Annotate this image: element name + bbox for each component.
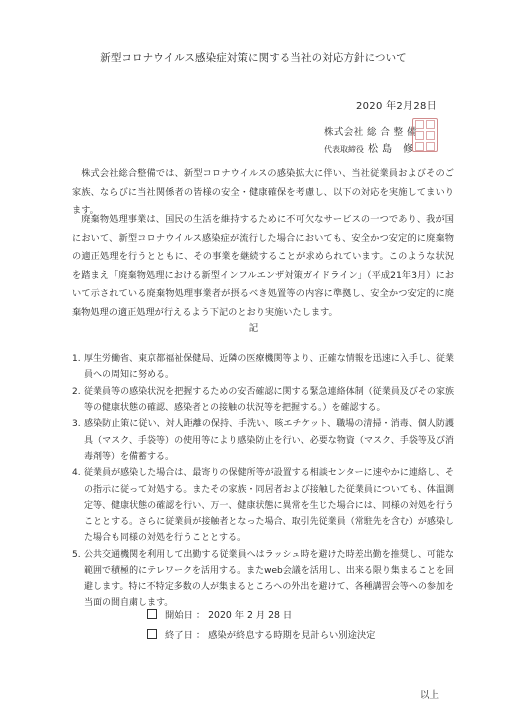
end-value: 感染が終息する時期を見計らい別途決定 bbox=[208, 630, 376, 641]
context-paragraph: 廃棄物処理事業は、国民の生活を維持するために不可欠なサービスの一つであり、我が国において、新型コロナウイルス感染症が流行した場合においても、安全かつ安定的に廃棄物の適正処理を行うとともに、その事業を継続することが求められています。このような状況を踏まえ「廃棄物処理における新型インフルエンザ対策ガイドライン」（平成21年3月）において示されている廃棄物処理事業者が摂るべき処置等の内容に準拠し、安全かつ安定的に廃棄物処理の適正処理が行えるよう下記のとおり実施いたします。 bbox=[72, 214, 454, 318]
checkbox-icon bbox=[147, 629, 157, 639]
item-text: 従業員が感染した場合は、最寄りの保健所等が設置する相談センターに速やかに連絡し、その指示に従って対処する。またその家族・同居者および接触した従業員についても、体温測定等、健康状態の確認を行い、万一、健康状態に異常を生じた場合には、同様の対処を行うこととする。さらに従業員が接触者となった場合、取引先従業員（常駐先を含む）が感染した場合も同様の対処を行うこととする。 bbox=[84, 468, 454, 544]
document-title: 新型コロナウイルス感染症対策に関する当社の対応方針について bbox=[100, 52, 407, 64]
list-item bbox=[72, 384, 454, 416]
seal-cell bbox=[426, 142, 435, 151]
list-item bbox=[72, 351, 454, 383]
ki-heading: 記 bbox=[248, 323, 259, 334]
company-seal-stamp bbox=[412, 118, 438, 152]
schedule-end: 終了日 ： 感染が終息する時期を見計らい別途決定 bbox=[147, 627, 375, 641]
document-date: 2020 年2月28日 bbox=[355, 101, 437, 112]
end-label: 終了日 bbox=[165, 630, 193, 641]
schedule-start: 開始日 ： 2020 年 2 月 28 日 bbox=[147, 607, 292, 621]
seal-cell bbox=[415, 120, 424, 129]
item-number: 4. bbox=[72, 468, 81, 479]
item-text: 厚生労働省、東京都福祉保健局、近隣の医療機関等より、正確な情報を迅速に入手し、従業員への周知に努める。 bbox=[84, 354, 454, 381]
list-item bbox=[72, 547, 454, 612]
representative bbox=[324, 140, 417, 155]
seal-cell bbox=[415, 142, 424, 151]
start-label: 開始日 bbox=[165, 610, 193, 621]
item-number: 1. bbox=[72, 354, 81, 364]
closing-mark: 以上 bbox=[420, 690, 440, 701]
item-number: 5. bbox=[72, 549, 81, 560]
intro-paragraph: 株式会社総合整備では、新型コロナウイルスの感染拡大に伴い、当社従業員およびそのご家族、ならびに当社関係者の皆様の安全・健康確保を考慮し、以下の対応を実施してまいります。 bbox=[72, 168, 454, 216]
checkbox-icon bbox=[147, 609, 157, 619]
seal-cell bbox=[415, 131, 424, 140]
start-value: 2020 年 2 月 28 日 bbox=[208, 610, 293, 621]
company-name: 株式会社 総 合 整 備 bbox=[324, 127, 417, 138]
list-item bbox=[72, 416, 454, 465]
measures-list bbox=[72, 351, 454, 612]
item-number: 3. bbox=[72, 419, 81, 430]
list-item bbox=[72, 465, 454, 546]
seal-cell bbox=[426, 131, 435, 140]
item-text: 公共交通機関を利用して出勤する従業員へはラッシュ時を避けた時差出勤を推奨し、可能な範囲で積極的にテレワークを活用する。またweb会議を活用し、出来る限り集まることを回避します。特に不特定多数の人が集まるところへの外出を避けて、各種講習会等への参加を当面の間自粛します。 bbox=[84, 549, 454, 609]
item-text: 従業員等の感染状況を把握するための安否確認に関する緊急連絡体制（従業員及びその家族等の健康状態の確認、感染者との接触の状況等を把握する。）を確認する。 bbox=[84, 386, 454, 413]
representative-name: 松島 修 bbox=[368, 144, 418, 155]
seal-cell bbox=[426, 120, 435, 129]
item-number: 2. bbox=[72, 386, 81, 397]
representative-title: 代表取締役 bbox=[324, 145, 364, 154]
item-text: 感染防止策に従い、対人距離の保持、手洗い、咳エチケット、職場の清掃・消毒、個人防護具（マスク、手袋等）の使用等により感染防止を行い、必要な物資（マスク、手袋等及び消毒剤等）を備蓄する。 bbox=[84, 419, 454, 462]
